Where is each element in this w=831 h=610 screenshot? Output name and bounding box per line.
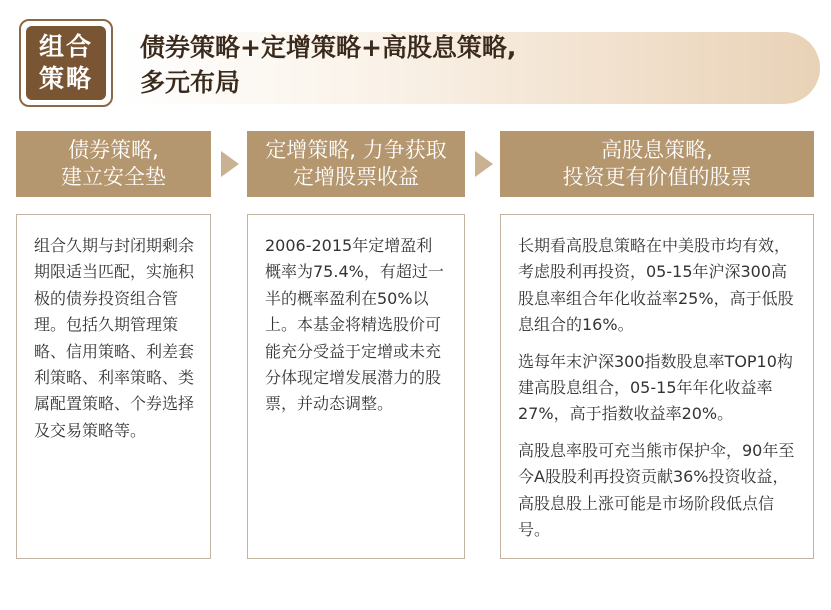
column-header-bond	[16, 131, 211, 197]
arrow-right-icon	[221, 151, 239, 177]
content-paragraph: 高股息率股可充当熊市保护伞，90年至今A股股利再投资贡献36%投资收益，高股息股上涨可能是市场阶段低点信号。	[518, 440, 795, 540]
column-header-dividend	[500, 131, 814, 197]
column-header-line-1: 债券策略,	[68, 138, 159, 162]
headline-line-1: 债券策略+定增策略+高股息策略,	[140, 33, 517, 62]
column-header-line-2: 定增股票收益	[293, 165, 419, 189]
content-paragraph: 组合久期与封闭期剩余期限适当匹配，实施积极的债券投资组合管理。包括久期管理策略、信用策略、利差套利策略、利率策略、类属配置策略、个券选择及交易策略等。	[34, 236, 195, 440]
column-header-line-1: 高股息策略,	[601, 138, 713, 162]
column-header-line-2: 投资更有价值的股票	[562, 165, 752, 189]
content-paragraph: 2006-2015年定增盈利概率为75.4%，有超过一半的概率盈利在50%以上。本基金将精选股价可能充分受益于定增或未充分体现定增发展潜力的股票，并动态调整。	[265, 236, 444, 414]
column-header-line-1: 定增策略, 力争获取	[265, 138, 447, 162]
badge-line-2: 策略	[38, 64, 93, 93]
strategy-badge	[19, 19, 113, 107]
column-header-line-2: 建立安全垫	[61, 165, 166, 189]
content-box-placement	[247, 214, 465, 559]
arrow-right-icon	[475, 151, 493, 177]
headline-line-2: 多元布局	[140, 68, 241, 97]
content-box-bond	[16, 214, 211, 559]
content-paragraph: 长期看高股息策略在中美股市均有效，考虑股利再投资，05-15年沪深300高股息率组合年化收益率25%，高于低股息组合的16%。	[518, 236, 794, 335]
badge-line-1: 组合	[38, 32, 93, 61]
page-headline	[140, 30, 700, 100]
content-box-dividend	[500, 214, 814, 559]
badge-fill	[26, 26, 106, 100]
column-header-placement	[247, 131, 465, 197]
content-paragraph: 选每年末沪深300指数股息率TOP10构建高股息组合，05-15年年化收益率27%，高于指数收益率20%。	[518, 351, 793, 424]
